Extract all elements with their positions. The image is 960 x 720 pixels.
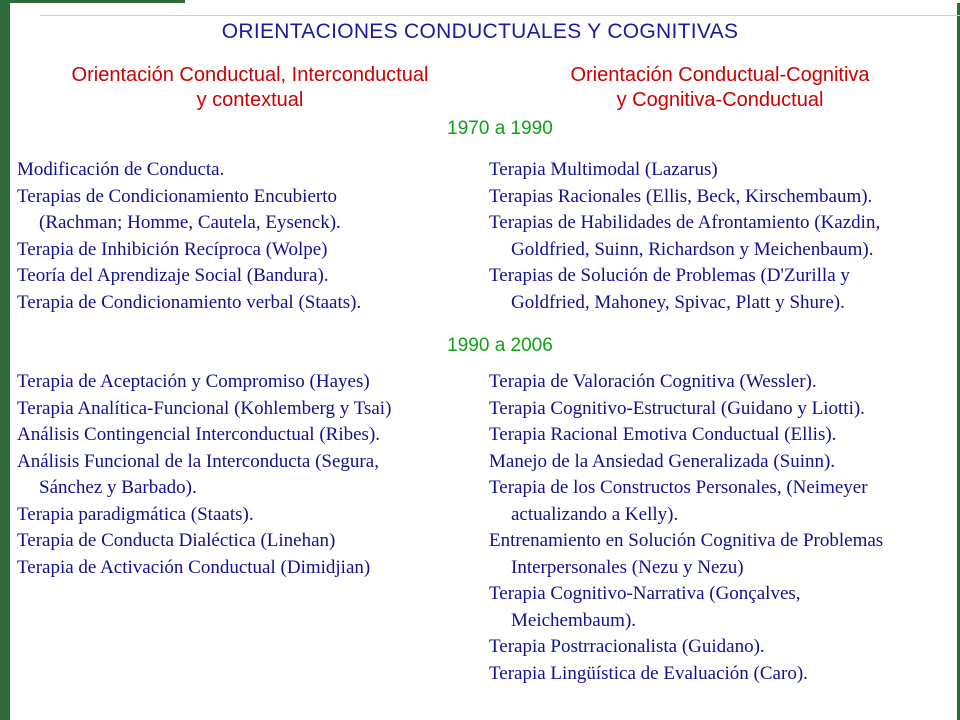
- top-frame-segment: [0, 0, 185, 3]
- slide-title: ORIENTACIONES CONDUCTUALES Y COGNITIVAS: [221, 20, 739, 43]
- list-item: Terapia Postrracionalista (Guidano).: [489, 636, 765, 657]
- list-item: Terapias de Habilidades de Afrontamiento (Kazdin,: [489, 212, 881, 233]
- list-item: Entrenamiento en Solución Cognitiva de Problemas: [489, 530, 884, 551]
- list-1970-left: [17, 157, 361, 316]
- list-item: Terapia Multimodal (Lazarus): [489, 159, 718, 180]
- list-1990-left: [17, 369, 391, 581]
- list-1990-right: [489, 369, 883, 687]
- list-item-continuation: Sánchez y Barbado).: [39, 477, 197, 498]
- list-item: Teoría del Aprendizaje Social (Bandura).: [17, 265, 329, 286]
- list-item: Terapia de Condicionamiento verbal (Staats).: [17, 291, 362, 313]
- list-item-continuation: Goldfried, Suinn, Richardson y Meichenbaum).: [511, 238, 874, 260]
- left-heading-line-1: Orientación Conductual, Interconductual: [71, 64, 429, 86]
- list-item: Terapia de los Constructos Personales, (Neimeyer: [489, 477, 868, 498]
- list-item: Terapia Lingüística de Evaluación (Caro).: [489, 662, 808, 684]
- list-item: Análisis Contingencial Interconductual (Ribes).: [17, 424, 381, 445]
- list-item: Terapias de Solución de Problemas (D'Zurilla y: [489, 265, 850, 286]
- right-heading-line-1: Orientación Conductual-Cognitiva: [570, 64, 870, 86]
- top-divider: [40, 15, 960, 16]
- list-item-continuation: actualizando a Kelly).: [511, 503, 679, 525]
- list-item: Terapia Cognitivo-Estructural (Guidano y Liotti).: [489, 397, 865, 419]
- left-heading-line-2: y contextual: [196, 89, 304, 111]
- list-item: Terapia Racional Emotiva Conductual (Ellis).: [489, 424, 837, 445]
- left-frame-green: [0, 0, 10, 720]
- list-item: Modificación de Conducta.: [17, 159, 225, 180]
- list-item: Terapia Cognitivo-Narrativa (Gonçalves,: [489, 583, 801, 604]
- list-item: Terapias de Condicionamiento Encubierto: [17, 185, 337, 207]
- list-item: Manejo de la Ansiedad Generalizada (Suinn).: [489, 450, 836, 472]
- list-item-continuation: Interpersonales (Nezu y Nezu): [511, 556, 744, 578]
- left-column-heading: [20, 63, 480, 113]
- right-heading-line-2: y Cognitiva-Conductual: [616, 89, 824, 111]
- list-1970-right: [489, 157, 880, 316]
- list-item-continuation: (Rachman; Homme, Cautela, Eysenck).: [39, 212, 341, 233]
- list-item: Terapia de Conducta Dialéctica (Linehan): [17, 530, 336, 551]
- period-1990-2006: 1990 a 2006: [447, 335, 553, 356]
- left-frame-bar: [0, 0, 12, 720]
- left-frame-gap: [10, 0, 12, 720]
- list-item-continuation: Meichembaum).: [511, 609, 637, 631]
- period-1970-1990: 1970 a 1990: [447, 118, 553, 139]
- list-item: Terapia de Inhibición Recíproca (Wolpe): [17, 238, 328, 260]
- list-item: Terapia de Aceptación y Compromiso (Hayes): [17, 371, 370, 392]
- list-item: Terapia Analítica-Funcional (Kohlemberg y Tsai): [17, 397, 392, 419]
- list-item: Análisis Funcional de la Interconducta (Segura,: [17, 450, 379, 472]
- list-item-continuation: Goldfried, Mahoney, Spivac, Platt y Shure).: [511, 291, 845, 313]
- list-item: Terapias Racionales (Ellis, Beck, Kirschembaum).: [489, 185, 873, 207]
- list-item: Terapia de Activación Conductual (Dimidjian): [17, 556, 371, 578]
- list-item: Terapia de Valoración Cognitiva (Wessler).: [489, 371, 817, 392]
- right-column-heading: [500, 63, 940, 113]
- top-frame: [0, 0, 960, 3]
- list-item: Terapia paradigmática (Staats).: [17, 503, 254, 525]
